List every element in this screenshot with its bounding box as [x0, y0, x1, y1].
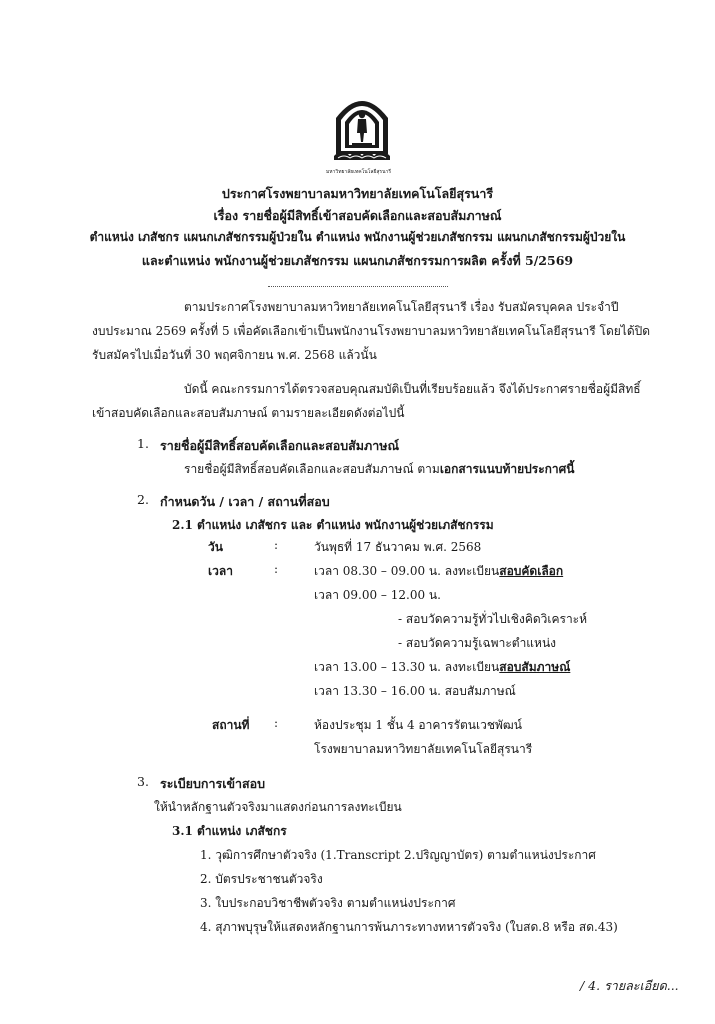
section3-number: 3.	[137, 774, 149, 789]
continuation-note: / 4. รายละเอียด...	[580, 978, 679, 993]
intro-paragraph2-line1: บัดนี้ คณะกรรมการได้ตรวจสอบคุณสมบัติเป็นที่เรียบร้อยแล้ว จึงได้ประกาศรายชื่อผู้มีสิทธิ์	[184, 382, 641, 396]
section3-intro: ให้นำหลักฐานตัวจริงมาแสดงก่อนการลงทะเบียน	[154, 800, 402, 814]
title-divider	[268, 286, 448, 287]
intro-paragraph1-line1: ตามประกาศโรงพยาบาลมหาวิทยาลัยเทคโนโลยีสุรนารี เรื่อง รับสมัครบุคคล ประจำปี	[184, 300, 619, 314]
document-item: 4. สุภาพบุรุษให้แสดงหลักฐานการพ้นภาระทางทหารตัวจริง (ใบสด.8 หรือ สด.43)	[200, 920, 618, 934]
section1-number: 1.	[137, 436, 149, 451]
exam-date-colon: :	[274, 538, 279, 552]
intro-paragraph1-line2: งบประมาณ 2569 ครั้งที่ 5 เพื่อคัดเลือกเข้าเป็นพนักงานโรงพยาบาลมหาวิทยาลัยเทคโนโลยีสุรนารี โดยได้ปิด	[92, 324, 651, 338]
exam-place-label: สถานที่	[212, 718, 250, 732]
section1-title: รายชื่อผู้มีสิทธิ์สอบคัดเลือกและสอบสัมภาษณ์	[160, 438, 400, 453]
exam-topic-specific: - สอบวัดความรู้เฉพาะตำแหน่ง	[398, 636, 557, 650]
section1-body-text: รายชื่อผู้มีสิทธิ์สอบคัดเลือกและสอบสัมภาษณ์ ตาม	[184, 462, 440, 476]
exam-place-colon: :	[274, 716, 279, 730]
announcement-title: ประกาศโรงพยาบาลมหาวิทยาลัยเทคโนโลยีสุรนารี	[221, 186, 494, 201]
exam-time-registration-text-2: เวลา 13.00 – 13.30 น. ลงทะเบียน	[314, 660, 500, 674]
university-seal-icon	[330, 88, 394, 172]
announcement-positions-line2: และตำแหน่ง พนักงานผู้ช่วยเภสัชกรรม แผนกเภสัชกรรมการผลิต ครั้งที่ 5/2569	[141, 253, 574, 268]
university-logo	[330, 88, 394, 172]
section3-subsection: 3.1 ตำแหน่ง เภสัชกร	[172, 824, 287, 838]
announcement-positions-line1: ตำแหน่ง เภสัชกร แผนกเภสัชกรรมผู้ป่วยใน ตำแหน่ง พนักงานผู้ช่วยเภสัชกรรม แผนกเภสัชกรรมผู้ป่วยใน	[89, 230, 626, 244]
exam-time-interview: เวลา 13.30 – 16.00 น. สอบสัมภาษณ์	[314, 684, 516, 698]
section2-subsection: 2.1 ตำแหน่ง เภสัชกร และ ตำแหน่ง พนักงานผู้ช่วยเภสัชกรรม	[172, 518, 494, 532]
exam-topic-general: - สอบวัดความรู้ทั่วไปเชิงคิดวิเคราะห์	[398, 612, 588, 626]
intro-paragraph1-line3: รับสมัครไปเมื่อวันที่ 30 พฤศจิกายน พ.ศ. 2568 แล้วนั้น	[92, 348, 377, 362]
intro-paragraph2-line2: เข้าสอบคัดเลือกและสอบสัมภาษณ์ ตามรายละเอียดดังต่อไปนี้	[92, 406, 405, 420]
exam-date-value: วันพุธที่ 17 ธันวาคม พ.ศ. 2568	[314, 540, 482, 554]
announcement-subject: เรื่อง รายชื่อผู้มีสิทธิ์เข้าสอบคัดเลือกและสอบสัมภาษณ์	[213, 208, 502, 223]
section1-attachment-reference: เอกสารแนบท้ายประกาศนี้	[439, 462, 575, 476]
exam-time-registration-text: เวลา 08.30 – 09.00 น. ลงทะเบียน	[314, 564, 500, 578]
section1-body	[184, 460, 574, 479]
section3-title: ระเบียบการเข้าสอบ	[160, 776, 266, 791]
document-item: 3. ใบประกอบวิชาชีพตัวจริง ตามตำแหน่งประกาศ	[200, 896, 456, 910]
written-exam-label: สอบคัดเลือก	[499, 564, 564, 578]
document-item: 1. วุฒิการศึกษาตัวจริง (1.Transcript 2.ปริญญาบัตร) ตามตำแหน่งประกาศ	[200, 848, 596, 862]
exam-time-label: เวลา	[208, 564, 233, 578]
interview-label: สอบสัมภาษณ์	[499, 660, 571, 674]
exam-time-registration-written	[314, 562, 563, 581]
section2-number: 2.	[137, 492, 149, 507]
exam-date-label: วัน	[208, 540, 223, 554]
exam-place-room: ห้องประชุม 1 ชั้น 4 อาคารรัตนเวชพัฒน์	[314, 718, 522, 732]
exam-time-written: เวลา 09.00 – 12.00 น.	[314, 588, 441, 602]
section2-title: กำหนดวัน / เวลา / สถานที่สอบ	[160, 494, 330, 509]
exam-time-registration-interview	[314, 658, 570, 677]
exam-place-hospital: โรงพยาบาลมหาวิทยาลัยเทคโนโลยีสุรนารี	[314, 742, 533, 756]
document-item: 2. บัตรประชาชนตัวจริง	[200, 872, 323, 886]
exam-time-colon: :	[274, 562, 279, 576]
logo-caption: มหาวิทยาลัยเทคโนโลยีสุรนารี	[326, 169, 392, 175]
